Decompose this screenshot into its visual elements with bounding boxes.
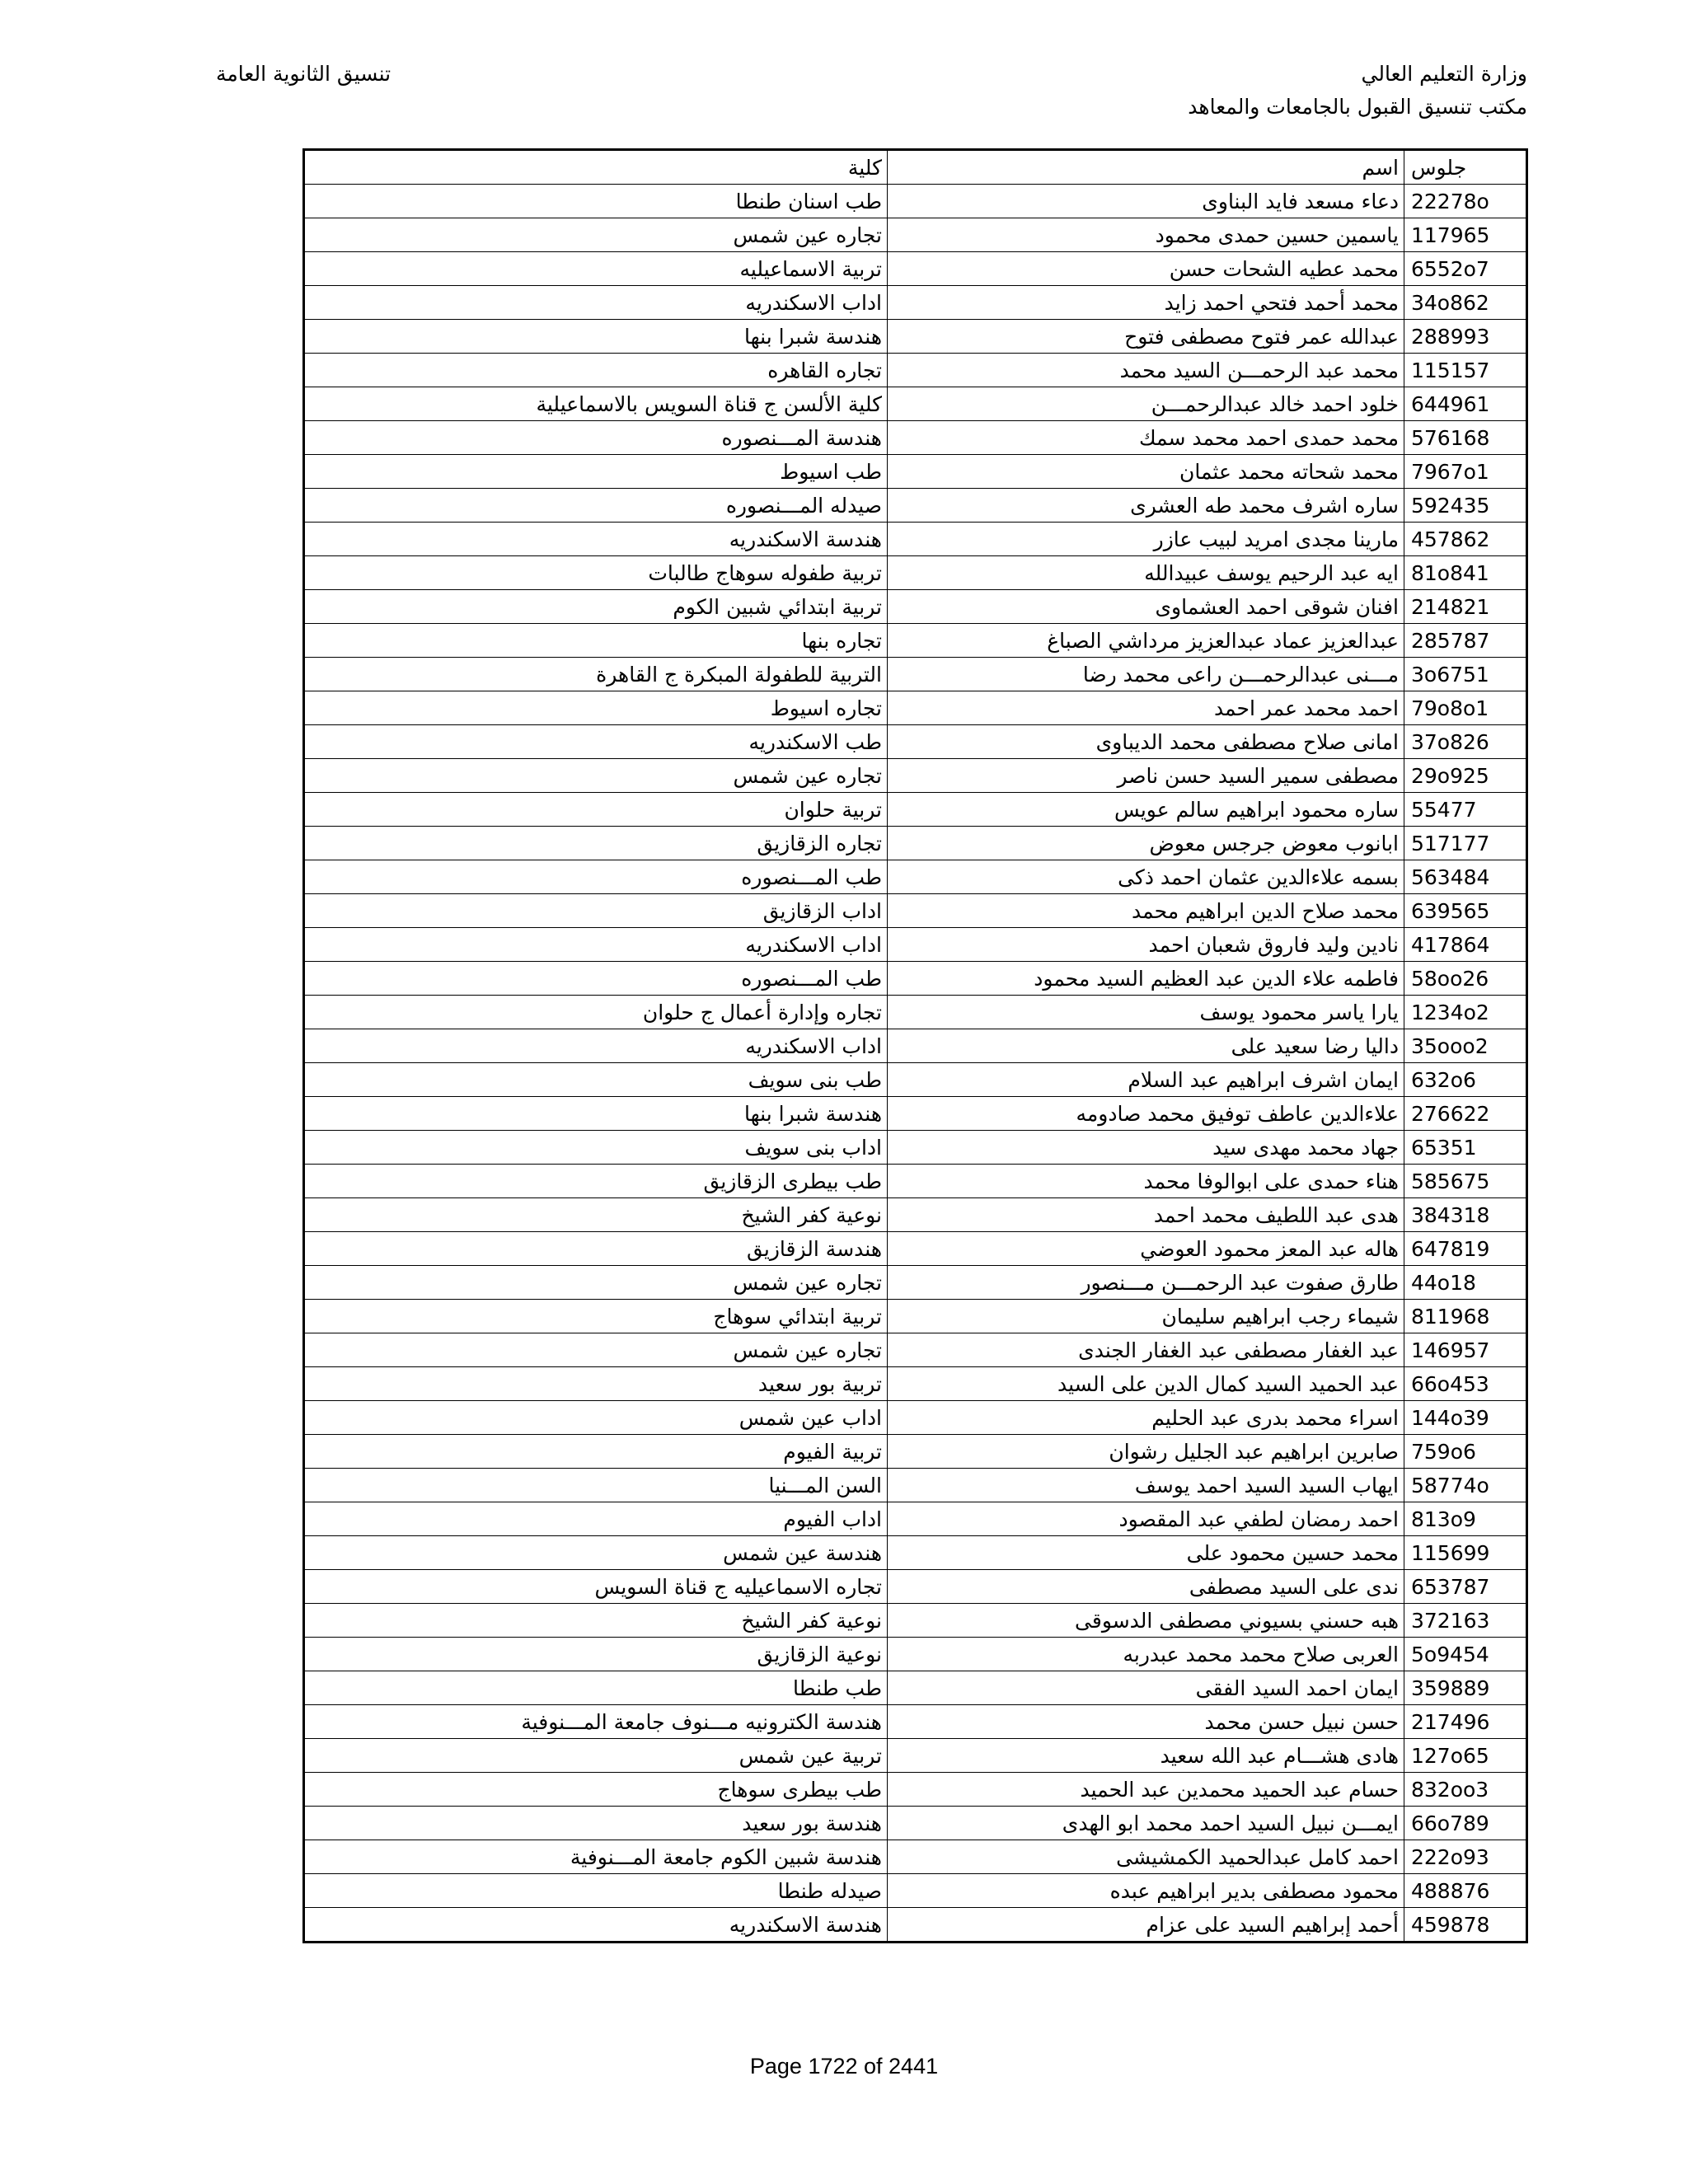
student-name-cell: مـــنى عبدالرحمـــن راعى محمد رضا <box>888 658 1404 691</box>
student-name-cell: هناء حمدى على ابوالوفا محمد <box>888 1165 1404 1198</box>
table-row <box>304 455 1527 489</box>
student-name-cell: أحمد إبراهيم السيد على عزام <box>888 1908 1404 1943</box>
faculty-cell: طب الاسكندريه <box>304 725 888 759</box>
table-row <box>304 725 1527 759</box>
page-number: Page 1722 of 2441 <box>749 2054 939 2079</box>
table-row <box>304 1840 1527 1874</box>
faculty-cell: اداب الفيوم <box>304 1502 888 1536</box>
faculty-cell: تربية الاسماعيليه <box>304 252 888 286</box>
student-name-cell: امانى صلاح مصطفى محمد الديباوى <box>888 725 1404 759</box>
column-header-faculty: كلية <box>304 150 888 185</box>
student-name-cell: عبدالعزيز عماد عبدالعزيز مرداشي الصباغ <box>888 624 1404 658</box>
seat-number-cell: 417864 <box>1404 928 1527 962</box>
student-name-cell: احمد رمضان لطفي عبد المقصود <box>888 1502 1404 1536</box>
student-name-cell: عبد الغفار مصطفى عبد الغفار الجندى <box>888 1333 1404 1367</box>
seat-number-cell: 58774o <box>1404 1469 1527 1502</box>
student-name-cell: عبدالله عمر فتوح مصطفى فتوح <box>888 320 1404 354</box>
student-name-cell: ايه عبد الرحيم يوسف عبيدالله <box>888 556 1404 590</box>
table-row <box>304 1638 1527 1671</box>
seat-number-cell: 811968 <box>1404 1300 1527 1333</box>
seat-number-cell: 79o8o1 <box>1404 691 1527 725</box>
student-name-cell: فاطمه علاء الدين عبد العظيم السيد محمود <box>888 962 1404 996</box>
student-name-cell: طارق صفوت عبد الرحمـــن مـــنصور <box>888 1266 1404 1300</box>
student-name-cell: احمد محمد عمر احمد <box>888 691 1404 725</box>
student-name-cell: داليا رضا سعيد على <box>888 1029 1404 1063</box>
seat-number-cell: 372163 <box>1404 1604 1527 1638</box>
table-row <box>304 320 1527 354</box>
seat-number-cell: 22278o <box>1404 185 1527 218</box>
seat-number-cell: 585675 <box>1404 1165 1527 1198</box>
table-row <box>304 759 1527 793</box>
table-row <box>304 928 1527 962</box>
student-name-cell: محمد شحاته محمد عثمان <box>888 455 1404 489</box>
faculty-cell: تجاره عين شمس <box>304 218 888 252</box>
student-name-cell: ايمان احمد السيد الفقى <box>888 1671 1404 1705</box>
faculty-cell: اداب الزقازيق <box>304 894 888 928</box>
seat-number-cell: 35ooo2 <box>1404 1029 1527 1063</box>
student-name-cell: ايمـــن نبيل السيد احمد محمد ابو الهدى <box>888 1807 1404 1840</box>
seat-number-cell: 563484 <box>1404 860 1527 894</box>
student-name-cell: حسن نبيل حسن محمد <box>888 1705 1404 1739</box>
table-row <box>304 556 1527 590</box>
faculty-cell: تربية الفيوم <box>304 1435 888 1469</box>
seat-number-cell: 276622 <box>1404 1097 1527 1131</box>
seat-number-cell: 632o6 <box>1404 1063 1527 1097</box>
faculty-cell: طب بيطرى سوهاج <box>304 1773 888 1807</box>
faculty-cell: تجاره الاسماعيليه ج قناة السويس <box>304 1570 888 1604</box>
student-name-cell: محمد حمدى احمد محمد سمك <box>888 421 1404 455</box>
seat-number-cell: 66o789 <box>1404 1807 1527 1840</box>
student-name-cell: ندى على السيد مصطفى <box>888 1570 1404 1604</box>
table-row <box>304 860 1527 894</box>
table-header-row <box>304 150 1527 185</box>
student-name-cell: ايهاب السيد السيد احمد يوسف <box>888 1469 1404 1502</box>
student-name-cell: ياسمين حسين حمدى محمود <box>888 218 1404 252</box>
faculty-cell: طب اسنان طنطا <box>304 185 888 218</box>
student-name-cell: يارا ياسر محمود يوسف <box>888 996 1404 1029</box>
table-row <box>304 996 1527 1029</box>
faculty-cell: تجاره بنها <box>304 624 888 658</box>
faculty-cell: تجاره عين شمس <box>304 1266 888 1300</box>
student-name-cell: بسمه علاءالدين عثمان احمد ذكى <box>888 860 1404 894</box>
faculty-cell: طب المـــنصوره <box>304 962 888 996</box>
student-name-cell: محمد عطيه الشحات حسن <box>888 252 1404 286</box>
student-name-cell: مصطفى سمير السيد حسن ناصر <box>888 759 1404 793</box>
student-name-cell: هبه حسني بسيوني مصطفى الدسوقى <box>888 1604 1404 1638</box>
seat-number-cell: 146957 <box>1404 1333 1527 1367</box>
seat-number-cell: 1234o2 <box>1404 996 1527 1029</box>
student-name-cell: احمد كامل عبدالحميد الكمشيشى <box>888 1840 1404 1874</box>
column-header-name: اسم <box>888 150 1404 185</box>
seat-number-cell: 576168 <box>1404 421 1527 455</box>
student-name-cell: محمد صلاح الدين ابراهيم محمد <box>888 894 1404 928</box>
table-row <box>304 1874 1527 1908</box>
ministry-name: وزارة التعليم العالي <box>1361 62 1527 86</box>
admissions-table <box>302 148 1528 1943</box>
faculty-cell: طب بنى سويف <box>304 1063 888 1097</box>
table-row <box>304 1401 1527 1435</box>
seat-number-cell: 37o826 <box>1404 725 1527 759</box>
student-name-cell: هاله عبد المعز محمود العوضي <box>888 1232 1404 1266</box>
student-name-cell: اسراء محمد بدرى عبد الحليم <box>888 1401 1404 1435</box>
seat-number-cell: 592435 <box>1404 489 1527 523</box>
seat-number-cell: 653787 <box>1404 1570 1527 1604</box>
seat-number-cell: 66o453 <box>1404 1367 1527 1401</box>
table-row <box>304 1232 1527 1266</box>
faculty-cell: كلية الألسن ج قناة السويس بالاسماعيلية <box>304 387 888 421</box>
table-row <box>304 1536 1527 1570</box>
table-row <box>304 1773 1527 1807</box>
student-name-cell: علاءالدين عاطف توفيق محمد صادومه <box>888 1097 1404 1131</box>
table-row <box>304 1198 1527 1232</box>
seat-number-cell: 644961 <box>1404 387 1527 421</box>
faculty-cell: هندسة الزقازيق <box>304 1232 888 1266</box>
table-row <box>304 691 1527 725</box>
seat-number-cell: 115157 <box>1404 354 1527 387</box>
seat-number-cell: 7967o1 <box>1404 455 1527 489</box>
table-row <box>304 489 1527 523</box>
table-row <box>304 624 1527 658</box>
table-row <box>304 1469 1527 1502</box>
faculty-cell: تربية بور سعيد <box>304 1367 888 1401</box>
student-name-cell: محمود مصطفى بدير ابراهيم عبده <box>888 1874 1404 1908</box>
office-name: مكتب تنسيق القبول بالجامعات والمعاهد <box>1188 95 1527 119</box>
seat-number-cell: 359889 <box>1404 1671 1527 1705</box>
faculty-cell: نوعية الزقازيق <box>304 1638 888 1671</box>
table-row <box>304 1029 1527 1063</box>
table-row <box>304 1671 1527 1705</box>
faculty-cell: هندسة عين شمس <box>304 1536 888 1570</box>
faculty-cell: هندسة شبرا بنها <box>304 320 888 354</box>
table-row <box>304 590 1527 624</box>
faculty-cell: طب اسيوط <box>304 455 888 489</box>
faculty-cell: تجاره القاهره <box>304 354 888 387</box>
header-ministry-block <box>1188 58 1527 124</box>
table-row <box>304 793 1527 827</box>
faculty-cell: هندسة شبرا بنها <box>304 1097 888 1131</box>
seat-number-cell: 117965 <box>1404 218 1527 252</box>
table-row <box>304 286 1527 320</box>
faculty-cell: السن المـــنيا <box>304 1469 888 1502</box>
table-row <box>304 1705 1527 1739</box>
table-row <box>304 1367 1527 1401</box>
table-row <box>304 1739 1527 1773</box>
table-row <box>304 1435 1527 1469</box>
seat-number-cell: 639565 <box>1404 894 1527 928</box>
student-name-cell: صابرين ابراهيم عبد الجليل رشوان <box>888 1435 1404 1469</box>
seat-number-cell: 55477 <box>1404 793 1527 827</box>
seat-number-cell: 81o841 <box>1404 556 1527 590</box>
table-row <box>304 252 1527 286</box>
faculty-cell: تربية طفوله سوهاج طالبات <box>304 556 888 590</box>
student-name-cell: ابانوب معوض جرجس معوض <box>888 827 1404 860</box>
seat-number-cell: 384318 <box>1404 1198 1527 1232</box>
table-row <box>304 1097 1527 1131</box>
faculty-cell: اداب الاسكندريه <box>304 928 888 962</box>
faculty-cell: تربية حلوان <box>304 793 888 827</box>
table-row <box>304 185 1527 218</box>
seat-number-cell: 115699 <box>1404 1536 1527 1570</box>
seat-number-cell: 34o862 <box>1404 286 1527 320</box>
faculty-cell: تربية عين شمس <box>304 1739 888 1773</box>
table-row <box>304 1570 1527 1604</box>
student-name-cell: افنان شوقى احمد العشماوى <box>888 590 1404 624</box>
faculty-cell: هندسة الكترونيه مـــنوف جامعة المـــنوفية <box>304 1705 888 1739</box>
faculty-cell: اداب الاسكندريه <box>304 286 888 320</box>
faculty-cell: تجاره وإدارة أعمال ج حلوان <box>304 996 888 1029</box>
student-name-cell: مارينا مجدى امريد لبيب عازر <box>888 523 1404 556</box>
faculty-cell: طب المـــنصوره <box>304 860 888 894</box>
faculty-cell: صيدله طنطا <box>304 1874 888 1908</box>
student-name-cell: عبد الحميد السيد كمال الدين على السيد <box>888 1367 1404 1401</box>
table-row <box>304 1165 1527 1198</box>
seat-number-cell: 647819 <box>1404 1232 1527 1266</box>
seat-number-cell: 29o925 <box>1404 759 1527 793</box>
table-row <box>304 1266 1527 1300</box>
table-row <box>304 1807 1527 1840</box>
student-name-cell: خلود احمد خالد عبدالرحمـــن <box>888 387 1404 421</box>
table-row <box>304 827 1527 860</box>
seat-number-cell: 285787 <box>1404 624 1527 658</box>
seat-number-cell: 214821 <box>1404 590 1527 624</box>
coordination-title: تنسيق الثانوية العامة <box>216 62 392 86</box>
student-name-cell: دعاء مسعد فايد البناوى <box>888 185 1404 218</box>
table-row <box>304 962 1527 996</box>
faculty-cell: تجاره عين شمس <box>304 759 888 793</box>
table-row <box>304 1604 1527 1638</box>
faculty-cell: تجاره اسيوط <box>304 691 888 725</box>
table-row <box>304 421 1527 455</box>
table-row <box>304 894 1527 928</box>
seat-number-cell: 6552o7 <box>1404 252 1527 286</box>
faculty-cell: هندسة بور سعيد <box>304 1807 888 1840</box>
seat-number-cell: 217496 <box>1404 1705 1527 1739</box>
student-name-cell: هدى عبد اللطيف محمد احمد <box>888 1198 1404 1232</box>
column-header-seat: جلوس <box>1404 150 1527 185</box>
seat-number-cell: 517177 <box>1404 827 1527 860</box>
student-name-cell: ايمان اشرف ابراهيم عبد السلام <box>888 1063 1404 1097</box>
seat-number-cell: 288993 <box>1404 320 1527 354</box>
table-row <box>304 1300 1527 1333</box>
seat-number-cell: 759o6 <box>1404 1435 1527 1469</box>
student-name-cell: محمد عبد الرحمـــن السيد محمد <box>888 354 1404 387</box>
seat-number-cell: 44o18 <box>1404 1266 1527 1300</box>
table-row <box>304 658 1527 691</box>
seat-number-cell: 5o9454 <box>1404 1638 1527 1671</box>
faculty-cell: التربية للطفولة المبكرة ج القاهرة <box>304 658 888 691</box>
table-row <box>304 218 1527 252</box>
seat-number-cell: 488876 <box>1404 1874 1527 1908</box>
faculty-cell: تجاره عين شمس <box>304 1333 888 1367</box>
faculty-cell: هندسة الاسكندريه <box>304 523 888 556</box>
admissions-table-body <box>304 150 1527 1943</box>
faculty-cell: تربية ابتدائي شبين الكوم <box>304 590 888 624</box>
seat-number-cell: 144o39 <box>1404 1401 1527 1435</box>
table-row <box>304 523 1527 556</box>
student-name-cell: ساره اشرف محمد طه العشرى <box>888 489 1404 523</box>
table-row <box>304 354 1527 387</box>
student-name-cell: حسام عبد الحميد محمدين عبد الحميد <box>888 1773 1404 1807</box>
faculty-cell: هندسة شبين الكوم جامعة المـــنوفية <box>304 1840 888 1874</box>
faculty-cell: نوعية كفر الشيخ <box>304 1604 888 1638</box>
seat-number-cell: 813o9 <box>1404 1502 1527 1536</box>
table-row <box>304 1131 1527 1165</box>
seat-number-cell: 3o6751 <box>1404 658 1527 691</box>
faculty-cell: طب بيطرى الزقازيق <box>304 1165 888 1198</box>
faculty-cell: تربية ابتدائي سوهاج <box>304 1300 888 1333</box>
faculty-cell: اداب الاسكندريه <box>304 1029 888 1063</box>
seat-number-cell: 222o93 <box>1404 1840 1527 1874</box>
faculty-cell: هندسة المـــنصوره <box>304 421 888 455</box>
seat-number-cell: 127o65 <box>1404 1739 1527 1773</box>
seat-number-cell: 65351 <box>1404 1131 1527 1165</box>
faculty-cell: اداب عين شمس <box>304 1401 888 1435</box>
faculty-cell: صيدله المـــنصوره <box>304 489 888 523</box>
student-name-cell: هادى هشـــام عبد الله سعيد <box>888 1739 1404 1773</box>
faculty-cell: هندسة الاسكندريه <box>304 1908 888 1943</box>
student-name-cell: محمد حسين محمود على <box>888 1536 1404 1570</box>
faculty-cell: طب طنطا <box>304 1671 888 1705</box>
table-row <box>304 1908 1527 1943</box>
seat-number-cell: 58oo26 <box>1404 962 1527 996</box>
faculty-cell: اداب بنى سويف <box>304 1131 888 1165</box>
student-name-cell: نادين وليد فاروق شعبان احمد <box>888 928 1404 962</box>
seat-number-cell: 457862 <box>1404 523 1527 556</box>
student-name-cell: محمد أحمد فتحي احمد زايد <box>888 286 1404 320</box>
table-row <box>304 387 1527 421</box>
table-row <box>304 1063 1527 1097</box>
seat-number-cell: 832oo3 <box>1404 1773 1527 1807</box>
faculty-cell: تجاره الزقازيق <box>304 827 888 860</box>
faculty-cell: نوعية كفر الشيخ <box>304 1198 888 1232</box>
table-row <box>304 1333 1527 1367</box>
student-name-cell: جهاد محمد مهدى سيد <box>888 1131 1404 1165</box>
student-name-cell: العربى صلاح محمد محمد عبدربه <box>888 1638 1404 1671</box>
table-row <box>304 1502 1527 1536</box>
student-name-cell: ساره محمود ابراهيم سالم عويس <box>888 793 1404 827</box>
student-name-cell: شيماء رجب ابراهيم سليمان <box>888 1300 1404 1333</box>
seat-number-cell: 459878 <box>1404 1908 1527 1943</box>
